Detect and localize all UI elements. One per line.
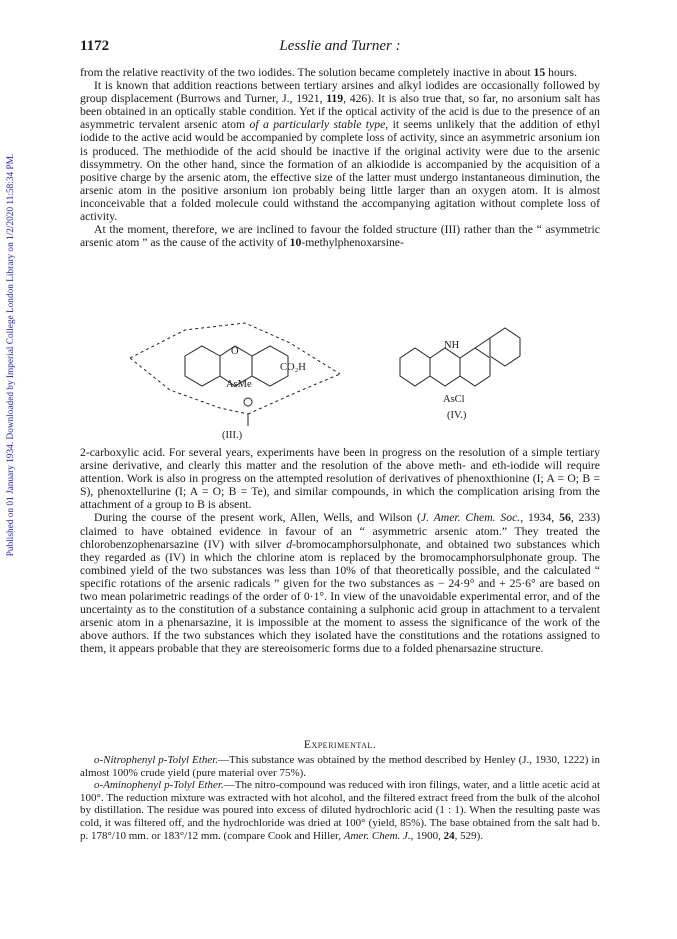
text-span: d	[286, 537, 293, 551]
text-span: 15	[533, 66, 546, 79]
text-span: , 233) claimed to have obtained evidence in favour of an “ asymmetric arsenic atom.” They treated the chlorobenzophenarsazine (IV) with silver	[80, 511, 600, 551]
text-span: , 529).	[454, 829, 484, 842]
structure-drawing	[130, 318, 550, 446]
benzene-ring-left	[185, 346, 220, 386]
text-span: of a particularly stable type	[249, 118, 386, 132]
text-span: , 1900,	[410, 829, 444, 842]
experimental-heading: Experimental.	[303, 738, 377, 751]
text-span: , it seems unlikely that the addition of ethyl iodide to the active acid would be accompanied by complete loss of activity, since an asymmetric arsonium ion is produced. The methiodide of the acid should be inactive if the original activity were due to the arsenic dissymmetry. On the other hand, since the formation of an alkiodide is accompanied by the acquisition of a positive charge by the arsenic atom, the effective size of the latter must undergo instantaneous diminution, the arsenic atom in the positive arsonium ion probably being little larger than an oxygen atom. It is almost inconceivable that a folded molecule could withstand the accompanying agitation without complete loss of activity.	[80, 118, 601, 224]
paragraph-5	[80, 511, 600, 655]
ring-iv-d	[490, 328, 520, 366]
paragraph-2	[80, 79, 600, 223]
text-span: -bromocamphorsulphonate, and obtained two substances which they regarded as (IV) in which the chlorine atom is replaced by the bromocamphorsulphonate group. The combined yield of the two substances was less than 10% of that theoretically possible, and the calculated “ specific rotations of the arsenic radicals ” given for the two substances as − 24·9° and + 25·6° are based on two mean polarimetric readings of the order of 0·1°. In view of the unavoidable experimental error, and of the uncertainty as to the constitution of a substance containing a sulphonic acid group in attachment to a tervalent arsenic atom in a phenarsazine, it is impossible at the moment to assess the significance of the work of the above authors. If the two substances which they isolated have the constitutions and the rotations assigned to them, it appears probable that they are stereoisomeric forms due to a folded phenarsazine structure.	[80, 537, 600, 656]
body-text-top	[80, 66, 600, 249]
text-span: —This substance was obtained by the method described by Henley (J., 1930, 1222) in almost 100% crude yield (pure material over 75%).	[80, 754, 600, 779]
text-span: o-Aminophenyl	[94, 779, 162, 792]
experimental-section	[80, 736, 600, 842]
text-span: , 426). It is also true that, so far, no arsonium salt has been obtained in an optically stable condition. Yet if the optical activity of the acid is due to the presence of an asymmetric tervalent arsenic atom	[80, 92, 600, 132]
experimental-entry-2	[80, 779, 600, 842]
text-span: p-Tolyl Ether.	[155, 754, 219, 767]
text-span: p-Tolyl Ether.	[161, 779, 224, 792]
label-iii: (III.)	[222, 430, 243, 441]
paragraph-1	[80, 66, 600, 79]
ring-iv-c	[460, 348, 490, 386]
text-span: 24	[443, 829, 455, 842]
text-span: -methylphenoxarsine-	[301, 236, 404, 250]
paragraph-4: 2-carboxylic acid. For several years, experiments have been in progress on the resolution of a simple tertiary arsine derivative, and clearly this matter and the resolution of the above meth- and eth-iodide will require attention. Work is also in progress on the attempted resolution of derivatives of phenoxthionine (I; A = O; B = S), phenoxtellurine (I; A = O; B = Te), and similar compounds, in which the complication arising from the attachment of a group to B is absent.	[80, 446, 600, 512]
label-iv: (IV.)	[447, 410, 467, 421]
ring-iv-a	[400, 348, 430, 386]
fold-outline	[130, 323, 340, 414]
text-span: , 1934,	[520, 511, 560, 525]
experimental-entry-1	[80, 754, 600, 779]
chemical-structures-figure	[130, 318, 550, 446]
text-span: During the course of the present work, Allen, Wells, and Wilson (	[94, 511, 421, 525]
text-span: J. Amer. Chem. Soc.	[420, 511, 521, 525]
text-span: 56	[559, 511, 571, 525]
download-watermark	[4, 120, 18, 590]
page-number: 1172	[80, 38, 110, 54]
text-span: 10	[289, 236, 302, 250]
text-span: At the moment, therefore, we are inclined to favour the folded structure (III) rather than the “ asymmetric arsenic atom ” as the cause of the activity of	[80, 223, 600, 250]
body-text-middle	[80, 446, 600, 656]
label-ascl: AsCl	[443, 394, 465, 405]
text-span: o-Nitrophenyl	[94, 754, 156, 767]
text-span: Amer. Chem. J.	[343, 829, 411, 842]
label-co2h: CO₂H	[280, 362, 306, 373]
paragraph-3	[80, 223, 600, 249]
ring-iv-b	[430, 348, 460, 386]
label-nh: NH	[444, 340, 460, 351]
label-o: O	[231, 346, 239, 357]
running-head: Lesslie and Turner :	[279, 38, 401, 54]
text-span: hours.	[545, 66, 578, 79]
text-span: It is known that addition reactions between tertiary arsines and alkyl iodides are occasionally followed by group displacement (Burrows and Turner, J., 1921,	[80, 79, 600, 106]
text-span: 119	[326, 92, 344, 106]
page-header	[80, 38, 600, 58]
label-asme: AsMe	[226, 379, 252, 390]
download-watermark-text: Published on 01 January 1934. Downloaded by Imperial College London Library on 1/2/2020 11:58:34 PM.	[6, 153, 16, 557]
text-span: from the relative reactivity of the two iodides. The solution became completely inactive in about	[80, 66, 534, 79]
text-span: —The nitro-compound was reduced with iron filings, water, and a little acetic acid at 100°. The reduction mixture was extracted with hot alcohol, and the filtered extract freed from the bulk of the alcohol by distillation. The residue was poured into excess of diluted hydrochloric acid (1 : 1). When the resulting paste was cold, it was filtered off, and the hydrochloride was dried at 100° (yield, 85%). The base obtained from the salt had b. p. 178°/10 mm. or 183°/12 mm. (compare Cook and Hiller,	[80, 779, 600, 842]
lone-pair	[244, 398, 252, 406]
bond-iv	[475, 338, 490, 348]
